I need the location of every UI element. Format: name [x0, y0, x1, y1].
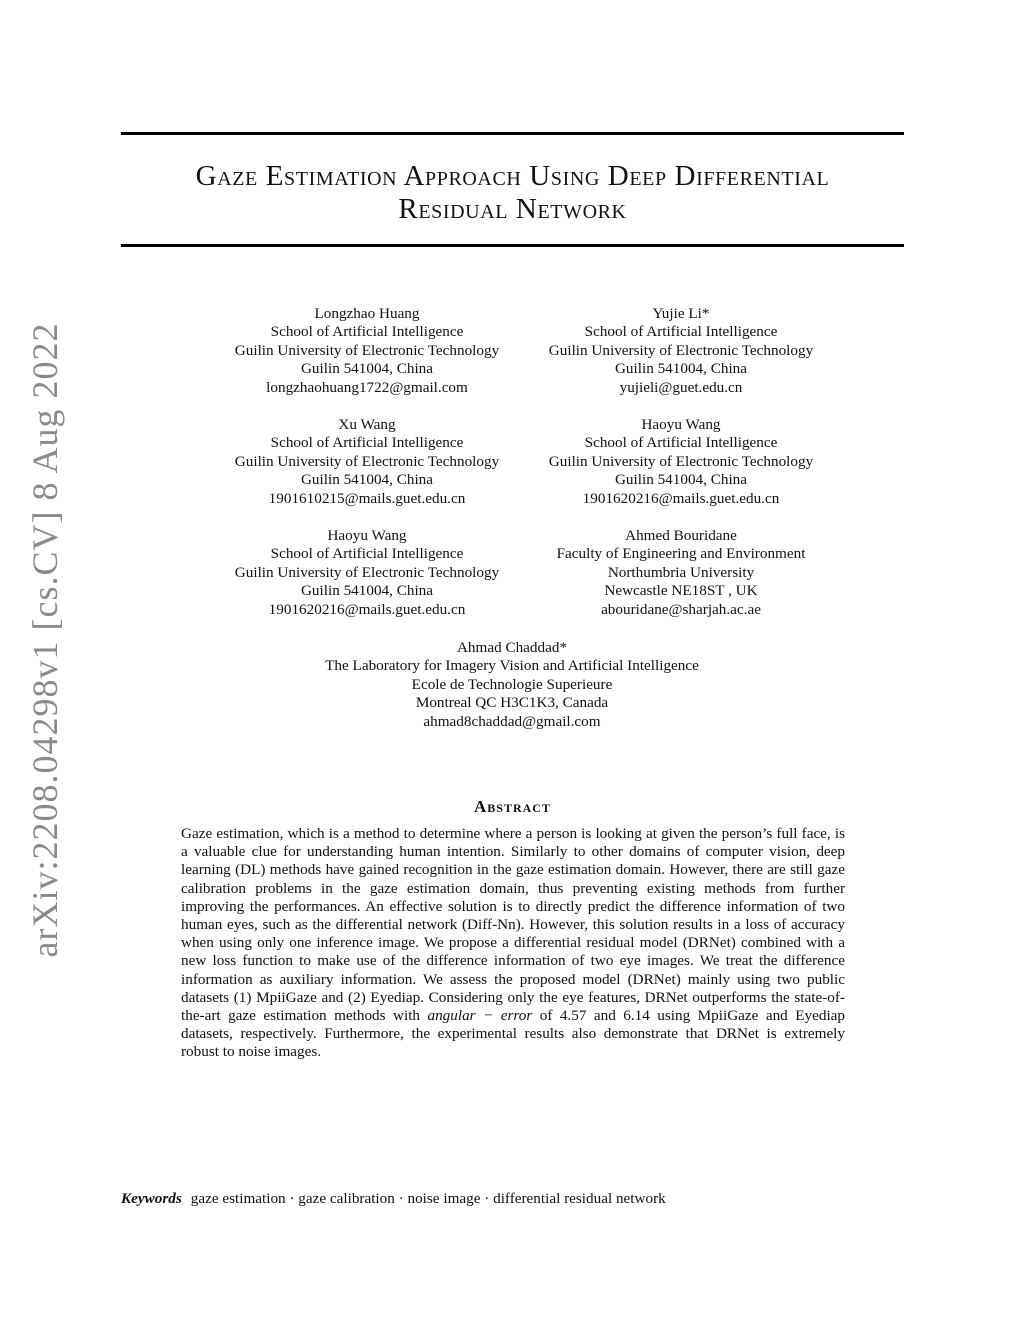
- author-location: Montreal QC H3C1K3, Canada: [415, 694, 609, 712]
- author-email[interactable]: abouridane@sharjah.ac.ae: [601, 600, 761, 618]
- author-affiliation: School of Artificial Intelligence: [584, 434, 778, 452]
- author-institution: Guilin University of Electronic Technology: [234, 563, 500, 581]
- author-name: Longzhao Huang: [314, 305, 420, 322]
- author-email[interactable]: ahmad8chaddad@gmail.com: [423, 712, 601, 730]
- author-email[interactable]: longzhaohuang1722@gmail.com: [266, 378, 468, 396]
- author-affiliation: School of Artificial Intelligence: [270, 434, 464, 452]
- abstract-heading: Abstract: [474, 797, 551, 816]
- author-name: Haoyu Wang: [641, 416, 721, 433]
- author-name: Ahmad Chaddad*: [456, 639, 568, 656]
- author-name: Yujie Li*: [652, 305, 710, 322]
- author-email[interactable]: 1901620216@mails.guet.edu.cn: [268, 600, 466, 618]
- author-email[interactable]: yujieli@guet.edu.cn: [619, 378, 743, 396]
- author-institution: Ecole de Technologie Superieure: [411, 675, 613, 693]
- paper-title-line-2: Residual Network: [398, 193, 627, 225]
- author-location: Guilin 541004, China: [300, 360, 434, 378]
- abstract-math-term: angular − error: [427, 1007, 533, 1025]
- author-location: Newcastle NE18ST , UK: [604, 582, 758, 600]
- author-name: Xu Wang: [338, 416, 396, 433]
- author-affiliation: School of Artificial Intelligence: [270, 545, 464, 563]
- author-institution: Guilin University of Electronic Technology: [234, 452, 500, 470]
- keywords-line: [121, 1190, 666, 1208]
- author-institution: Guilin University of Electronic Technology: [548, 452, 814, 470]
- author-block-haoyu-wang-1: [471, 416, 891, 508]
- keywords-list: gaze estimation · gaze calibration · noise image · differential residual network: [190, 1190, 666, 1207]
- author-institution: Northumbria University: [607, 563, 755, 581]
- author-email[interactable]: 1901610215@mails.guet.edu.cn: [268, 489, 466, 507]
- title-bottom-rule: [121, 244, 904, 247]
- author-affiliation: School of Artificial Intelligence: [270, 323, 464, 341]
- author-block-li: [471, 305, 891, 397]
- author-institution: Guilin University of Electronic Technology: [234, 341, 500, 359]
- paper-title: [121, 160, 904, 226]
- keywords-label: Keywords: [121, 1190, 182, 1207]
- paper-title-line-1: Gaze Estimation Approach Using Deep Differential: [195, 160, 830, 192]
- author-affiliation: The Laboratory for Imagery Vision and Artificial Intelligence: [325, 657, 699, 675]
- abstract-text-part-1: Gaze estimation, which is a method to determine where a person is looking at given the person’s full face, is a valuable clue for understanding human intention. Similarly to other domains of computer vision, deep learning (DL) methods have gained recognition in the gaze estimation domain. However, there are still gaze calibration problems in the gaze estimation domain, thus preventing existing methods from further improving the performances. An effective solution is to directly predict the difference information of two human eyes, such as the differential network (Diff-Nn). However, this solution results in a loss of accuracy when using only one inference image. We propose a differential residual model (DRNet) combined with a new loss function to make use of the difference information of two eye images. We treat the difference information as auxiliary information. We assess the proposed model (DRNet) mainly using two public datasets (1) MpiiGaze and (2) Eyediap. Considering only the eye features, DRNet outperforms the state-of-the-art gaze estimation methods with: [181, 825, 845, 1025]
- abstract-text-part-2: of 4.57 and 6.14 using MpiiGaze and Eyediap datasets, respectively. Furthermore, the experimental results also demonstrate that DRNet is extremely robust to noise images.: [181, 1007, 845, 1061]
- author-block-chaddad: [302, 639, 722, 731]
- author-block-bouridane: [471, 527, 891, 619]
- author-location: Guilin 541004, China: [300, 471, 434, 489]
- title-top-rule: [121, 132, 904, 135]
- author-institution: Guilin University of Electronic Technology: [548, 341, 814, 359]
- author-location: Guilin 541004, China: [300, 582, 434, 600]
- author-location: Guilin 541004, China: [614, 360, 748, 378]
- author-email[interactable]: 1901620216@mails.guet.edu.cn: [582, 489, 780, 507]
- author-affiliation: Faculty of Engineering and Environment: [556, 545, 806, 563]
- author-affiliation: School of Artificial Intelligence: [584, 323, 778, 341]
- author-name: Haoyu Wang: [327, 527, 407, 544]
- author-name: Ahmed Bouridane: [625, 527, 737, 544]
- arxiv-identifier: arXiv:2208.04298v1 [cs.CV] 8 Aug 2022: [25, 322, 65, 958]
- abstract-text: [181, 825, 845, 1062]
- author-location: Guilin 541004, China: [614, 471, 748, 489]
